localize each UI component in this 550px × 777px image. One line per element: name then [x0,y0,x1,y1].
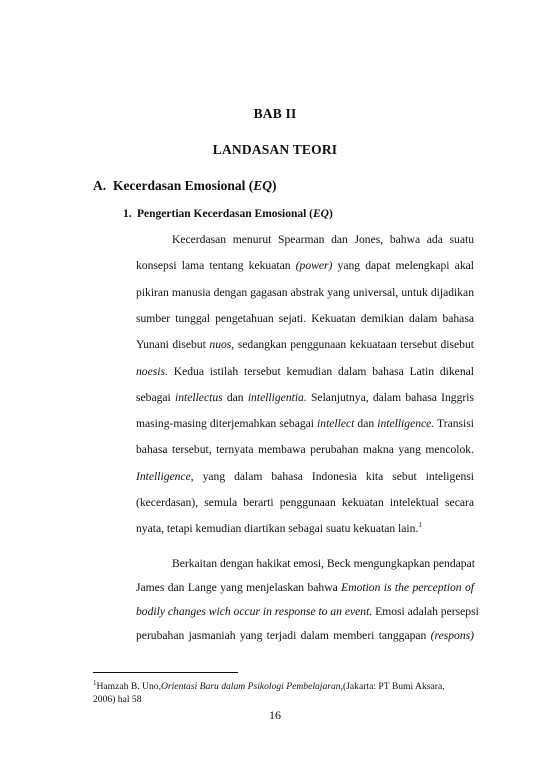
italic-term: intellect [317,417,355,431]
text-run: nyata, tetapi kemudian diartikan sebagai suatu kekuatan lain. [136,522,419,536]
text-run: yang dapat melengkapi akal [332,259,474,273]
chapter-label: BAB II [253,106,297,121]
body-line-5 [136,337,474,353]
italic-quote: Emotion is the perception of [341,581,475,594]
italic-term: noesis. [136,364,168,378]
body-line-11: (kecerdasan), semula berarti penggunaan kekuatan intelektual secara [136,496,474,509]
body-line-2 [136,258,474,274]
section-number: A. [93,178,107,193]
text-run: Emosi adalah persepsi [372,605,479,618]
text-run: konsepsi lama tentang kekuatan [136,259,296,273]
body-line-12 [136,521,474,537]
section-heading-a [93,178,277,194]
text-run: James dan Lange yang menjelaskan bahwa [136,581,342,594]
footnote-line-2: 2006) hal 58 [93,694,142,705]
italic-term: nuos, [209,338,235,352]
text-run: masing-masing diterjemahkan sebagai [136,417,318,431]
body-line-4: sumber tunggal pengetahuan sejati. Kekuatan demikian dalam bahasa [136,311,474,325]
footnote-reference[interactable]: 1 [418,521,422,530]
section-title-abbr: EQ [253,178,273,193]
body-line-9: bahasa tersebut, ternyata membawa perubahan makna yang mencolok. [136,443,474,457]
text-run: sebagai [136,390,175,404]
body-line-8 [136,416,474,432]
body-line-6 [136,364,474,380]
body-line-15 [136,604,479,620]
chapter-title: LANDASAN TEORI [212,142,338,157]
body-line-3: pikiran manusia dengan gagasan abstrak yang universal, untuk dijadikan [136,285,474,299]
subsection-number: 1. [123,208,132,220]
text-run: dan [222,390,248,404]
section-title-suffix: ) [272,178,277,193]
subsection-title-suffix: ) [328,208,333,220]
footnote-author: Hamzah B. Uno, [96,681,161,692]
text-run: Transisi [434,417,474,431]
text-run: Kedua istilah tersebut kemudian dalam bahasa Latin dikenal [167,364,474,378]
subsection-heading-1 [123,208,333,220]
section-title-prefix: Kecerdasan Emosional ( [113,178,254,193]
italic-term: intelligentia. [247,390,307,404]
italic-quote: bodily changes wich occur in response to an event. [136,605,373,618]
text-run: perubahan jasmaniah yang terjadi dalam memberi tanggapan [136,629,431,642]
footnote-publisher: (Jakarta: PT Bumi Aksara, [343,681,445,692]
body-line-1: Kecerdasan menurut Spearman dan Jones, bahwa ada suatu [172,233,474,246]
italic-term: Intelligence [136,469,191,483]
footnote-mark: 1 [93,678,97,687]
body-line-16 [136,628,474,644]
body-line-7 [136,390,474,406]
page-number: 16 [269,708,281,722]
body-line-10 [136,469,474,485]
body-line-14 [136,580,474,596]
text-run: , yang dalam bahasa Indonesia kita sebut inteligensi [190,469,474,483]
footnote-divider [93,672,238,673]
body-line-13: Berkaitan dengan hakikat emosi, Beck mengungkapkan pendapat [172,557,475,570]
text-run: sedangkan penggunaan kekuataan tersebut disebut [234,338,475,352]
italic-term: intellectus [174,390,223,404]
text-run: Selanjutnya, dalam bahasa Inggris [306,390,474,404]
italic-term: intelligence. [377,417,435,431]
text-run: dan [354,417,378,431]
text-run: Yunani disebut [136,338,210,352]
italic-term: (power) [295,259,333,273]
footnote-line-1 [93,680,474,693]
subsection-title-abbr: EQ [313,208,329,220]
footnote-title: Orientasi Baru dalam Psikologi Pembelajaran, [160,681,343,692]
italic-term: (respons) [430,629,474,642]
subsection-title-prefix: Pengertian Kecerdasan Emosional ( [137,208,313,220]
